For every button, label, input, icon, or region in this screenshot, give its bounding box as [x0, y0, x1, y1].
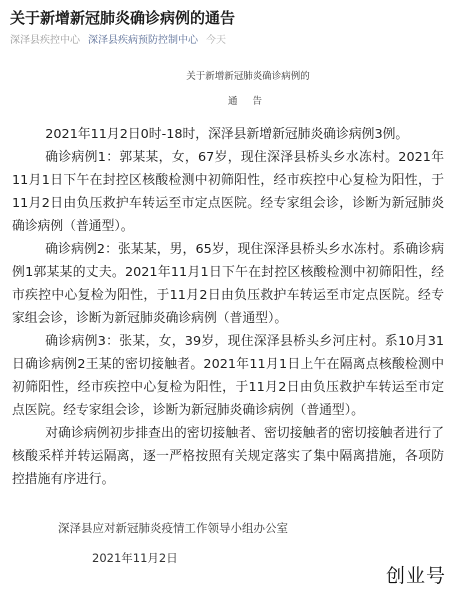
document-date: 2021年11月2日	[92, 551, 178, 565]
watermark-logo: 创业号	[385, 565, 446, 587]
paragraph-case-2: 确诊病例2：张某某，男，65岁，现住深泽县桥头乡水冻村。系确诊病例1郭某某的丈夫。2021年11月1日下午在封控区核酸检测中初筛阳性，经市疾控中心复检为阳性，于11月2日由负压救护车转运至市定点医院。经专家组会诊，诊断为新冠肺炎确诊病例（普通型）。	[12, 242, 444, 326]
paragraph-measures: 对确诊病例初步排查出的密切接触者、密切接触者的密切接触者进行了核酸采样并转运隔离，逐一严格按照有关规定落实了集中隔离措施，各项防控措施有序进行。	[12, 426, 444, 487]
signature: 深泽县应对新冠肺炎疫情工作领导小组办公室	[58, 521, 288, 535]
document-heading-notice: 通 告	[227, 96, 269, 107]
article-header	[0, 0, 456, 48]
account-link[interactable]: 深泽县疾病预防控制中心	[88, 35, 198, 46]
paragraph-summary: 2021年11月2日0时-18时，深泽县新增新冠肺炎确诊病例3例。	[45, 127, 409, 142]
article-body	[0, 123, 456, 491]
document-footer	[0, 519, 456, 567]
document-heading: 关于新增新冠肺炎确诊病例的	[186, 71, 310, 82]
article-title: 关于新增新冠肺炎确诊病例的通告	[10, 9, 236, 27]
paragraph-case-3: 确诊病例3：张某，女，39岁，现住深泽县桥头乡河庄村。系10月31日确诊病例2王某的密切接触者。2021年11月1日上午在隔离点核酸检测中初筛阳性，经市疾控中心复检为阳性，于11月2日由负压救护车转运至市定点医院。经专家组会诊，诊断为新冠肺炎确诊病例（普通型）。	[12, 334, 444, 418]
author-name: 深泽县疾控中心	[10, 35, 80, 46]
paragraph-case-1: 确诊病例1：郭某某，女，67岁，现住深泽县桥头乡水冻村。2021年11月1日下午在封控区核酸检测中初筛阳性，经市疾控中心复检为阳性，于11月2日由负压救护车转运至市定点医院。经专家组会诊，诊断为新冠肺炎确诊病例（普通型）。	[12, 150, 444, 234]
article-meta	[10, 34, 446, 48]
publish-time: 今天	[206, 35, 226, 46]
